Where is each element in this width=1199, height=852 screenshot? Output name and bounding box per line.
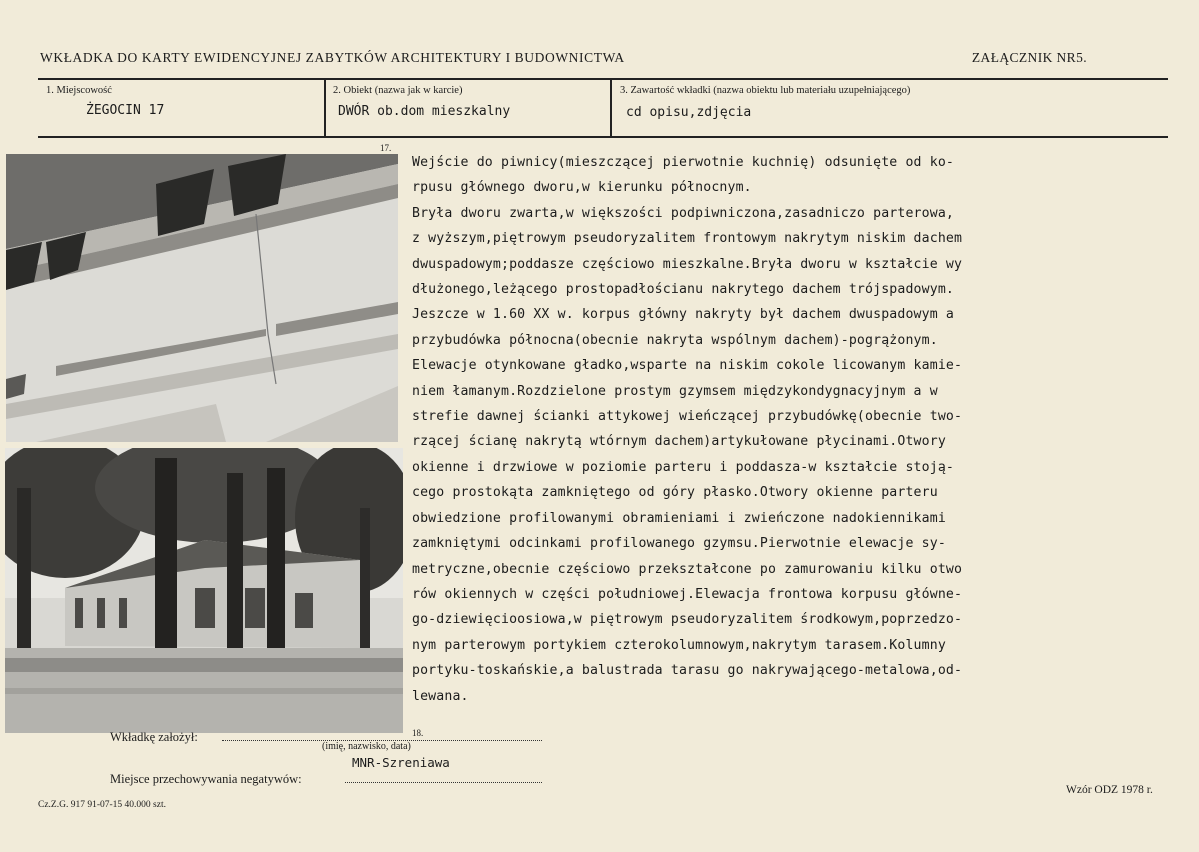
description-line: obwiedzione profilowanymi obramieniami i zwieńczone nadokiennikami <box>412 510 946 526</box>
description-line: nym parterowym portykiem czterokolumnowym,nakrytym tarasem.Kolumny <box>412 637 946 653</box>
place-value: ŻEGOCIN 17 <box>86 103 165 118</box>
description-line: przybudówka północna(obecnie nakryta wspólnym dachem)-pogrążonym. <box>412 332 938 348</box>
header-top-rule <box>38 78 1168 80</box>
description-line: lewana. <box>412 688 469 704</box>
storage-value: MNR-Szreniawa <box>352 755 450 770</box>
storage-label: Miejsce przechowywania negatywów: <box>110 772 302 786</box>
place-label: 1. Miejscowość <box>46 85 112 96</box>
description-line: rów okiennych w części południowej.Elewacja frontowa korpusu główne- <box>412 586 963 602</box>
description-line: z wyższym,piętrowym pseudoryzalitem frontowym nakrytym niskim dachem <box>412 231 963 247</box>
description-line: okienne i drzwiowe w poziomie parteru i poddasza-w kształcie stoją- <box>412 459 954 475</box>
description-line: dłużonego,leżącego prostopadłościanu nakrytego dachem trójspadowym. <box>412 282 954 298</box>
field-divider-2 <box>610 79 612 136</box>
description-line: portyku-toskańskie,a balustrada tarasu go nakrywającego-metalowa,od- <box>412 663 963 679</box>
facade-detail-photo <box>6 154 398 442</box>
page-mark-top: 17. <box>380 143 392 153</box>
description-line: cego prostokąta zamkniętego od góry płasko.Otwory okienne parteru <box>412 485 938 501</box>
storage-line <box>345 782 542 783</box>
manor-house-photo <box>5 448 403 733</box>
description-line: metryczne,obecnie częściowo przekształcone po zamurowaniu kilku otwo <box>412 561 963 577</box>
description-line: dwuspadowym;poddasze częściowo mieszkalne.Bryła dworu w kształcie wy <box>412 256 963 272</box>
description-line: rpusu głównego dworu,w kierunku północnym. <box>412 180 752 196</box>
description-line: Bryła dworu zwarta,w większości podpiwniczona,zasadniczo parterowa, <box>412 205 954 221</box>
form-model: Wzór ODZ 1978 r. <box>1066 784 1153 796</box>
form-title: WKŁADKA DO KARTY EWIDENCYJNEJ ZABYTKÓW ARCHITEKTURY I BUDOWNICTWA <box>40 50 625 65</box>
created-by-sublabel: (imię, nazwisko, data) <box>322 741 411 752</box>
page-mark-bottom: 18. <box>412 728 424 738</box>
manor-house-image <box>5 448 403 733</box>
created-by-label: Wkładkę założył: <box>110 730 198 744</box>
description-line: Elewacje otynkowane gładko,wsparte na niskim cokole licowanym kamie- <box>412 358 963 374</box>
print-info: Cz.Z.G. 917 91-07-15 40.000 szt. <box>38 800 166 810</box>
description-line: rzącej ścianę nakrytą wtórnym dachem)artykułowane płycinami.Otwory <box>412 434 946 450</box>
header-bottom-rule <box>38 136 1168 138</box>
description-line: strefie dawnej ścianki attykowej wieńczącej przybudówkę(obecnie two- <box>412 409 963 425</box>
object-value: DWÓR ob.dom mieszkalny <box>338 104 511 119</box>
description-line: go-dziewięcioosiowa,w piętrowym pseudoryzalitem środkowym,poprzedzo- <box>412 612 963 628</box>
description-text <box>412 150 1132 709</box>
content-value: cd opisu,zdjęcia <box>626 105 752 120</box>
field-divider-1 <box>324 79 326 136</box>
description-line: Jeszcze w 1.60 XX w. korpus główny nakryty był dachem dwuspadowym a <box>412 307 954 323</box>
description-line: zamkniętymi odcinkami profilowanego gzymsu.Pierwotnie elewacje sy- <box>412 536 946 552</box>
annex-number: ZAŁĄCZNIK NR5. <box>971 50 1087 65</box>
facade-detail-image <box>6 154 398 442</box>
description-line: Wejście do piwnicy(mieszczącej pierwotnie kuchnię) odsunięte od ko- <box>412 155 954 170</box>
description-line: niem łamanym.Rozdzielone prostym gzymsem międzykondygnacyjnym a w <box>412 383 938 399</box>
content-label: 3. Zawartość wkładki (nazwa obiektu lub materiału uzupełniającego) <box>620 85 911 96</box>
object-label: 2. Obiekt (nazwa jak w karcie) <box>333 85 463 96</box>
